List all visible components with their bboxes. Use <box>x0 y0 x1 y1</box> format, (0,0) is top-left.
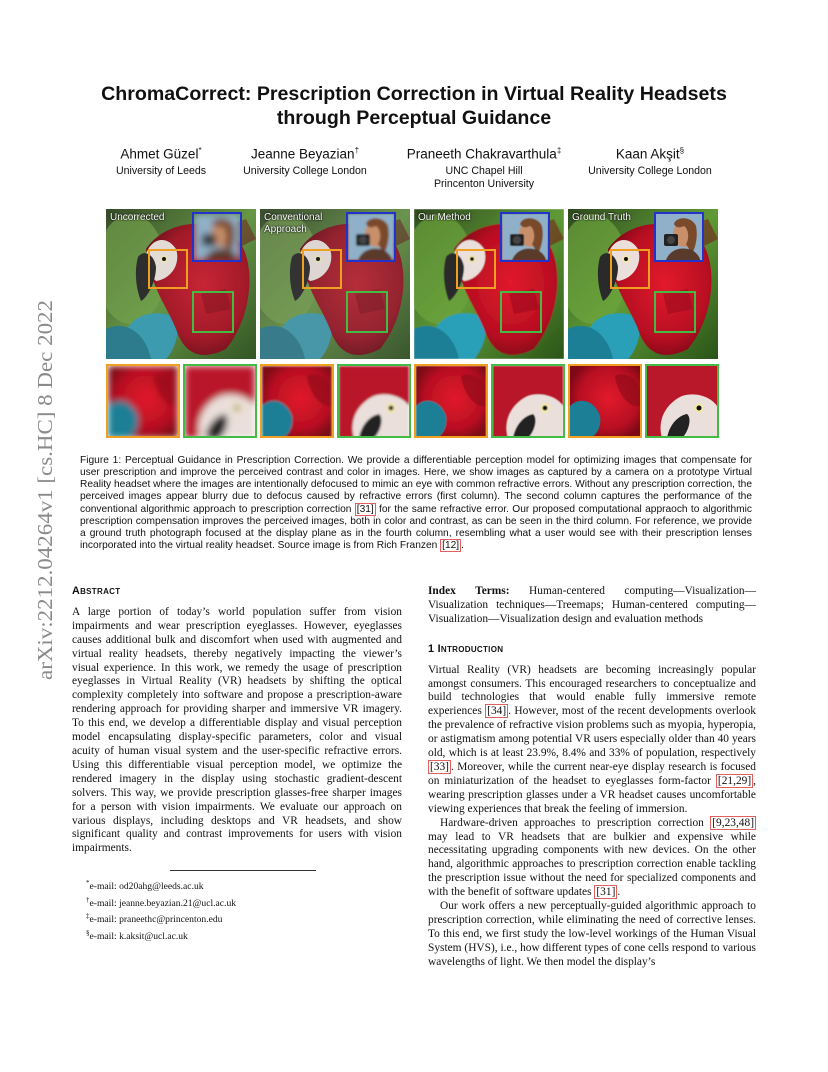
author-mark: † <box>354 146 360 155</box>
figure-panel-conventional <box>260 209 410 359</box>
arxiv-identifier-stamp <box>22 290 62 690</box>
footnote-mark: * <box>86 879 90 888</box>
author-block-3 <box>394 143 574 192</box>
orange-crop-box <box>610 249 650 289</box>
citation-link[interactable]: [21,29] <box>717 774 752 787</box>
paragraph-text: Virtual Reality (VR) headsets are becoming increasingly popular amongst consumers. This encouraged researchers to conceptualize and build technologies that would enable fully immersive remote experiences <box>428 663 756 718</box>
paragraph-text: . <box>617 886 621 899</box>
orange-crop-box <box>302 249 342 289</box>
citation-link[interactable]: [12] <box>442 540 460 552</box>
author-block-2 <box>230 143 380 178</box>
footnote <box>86 927 402 943</box>
footnote <box>86 894 402 910</box>
author-affiliation: UNC Chapel Hill <box>445 164 523 177</box>
caption-text: . <box>461 540 464 552</box>
footnote-email[interactable]: e-mail: od20ahg@leeds.ac.uk <box>89 881 204 893</box>
author-mark: ‡ <box>556 146 562 155</box>
footnote <box>86 910 402 926</box>
green-crop-box <box>192 291 234 333</box>
zoom-crop-gt-green <box>645 364 719 438</box>
zoom-crop-conventional-green <box>337 364 411 438</box>
footnote-divider <box>170 870 316 871</box>
zoom-crop-uncorrected-green <box>183 364 257 438</box>
author-affiliation: University College London <box>588 164 712 177</box>
index-terms-text: Human-centered computing—Visualization—Visualization techniques—Treemaps; Human-centered computing—Visualization—Visualization design and evaluation methods <box>428 585 756 625</box>
author-affiliation: University College London <box>243 164 367 177</box>
zoom-crop-uncorrected-orange <box>106 364 180 438</box>
figure-caption <box>80 455 752 552</box>
intro-paragraph-3: Our work offers a new perceptually-guided algorithmic approach to prescription correction, while eliminating the need of corrective lenses. To this end, we first study the low-level workings of the Human Visual System (HVS), i.e., how different types of cone cells respond to various wavelengths of light. We then model the display’s <box>428 900 756 968</box>
figure-panel-uncorrected <box>106 209 256 359</box>
introduction-heading: 1 Introduction <box>428 642 504 655</box>
paper-title: ChromaCorrect: Prescription Correction in Virtual Reality Headsets through Perceptual Guidance <box>101 83 727 129</box>
panel-label: Our Method <box>418 212 471 223</box>
portrait-inset <box>192 212 242 262</box>
author-block-1 <box>96 143 226 178</box>
zoom-crop-gt-orange <box>568 364 642 438</box>
author-name: Ahmet Güzel <box>120 146 199 162</box>
footnote <box>86 877 402 893</box>
orange-crop-box <box>456 249 496 289</box>
paragraph-text: . However, most of the recent developments overlook the prevalence of refractive vision problems such as myopia, hyperopia, or astigmatism among potential VR users especially older than 40 years old, which is at least 23.9%, 8.4% and 33% of population, respectively <box>428 705 756 760</box>
citation-link[interactable]: [31] <box>356 503 374 515</box>
intro-paragraph-1 <box>428 664 756 817</box>
author-mark: * <box>198 146 202 155</box>
citation-link[interactable]: [31] <box>596 886 616 899</box>
caption-label: Figure 1: <box>80 455 122 466</box>
paragraph-text: . Moreover, while the current near-eye display research is focused on miniaturization of the headset to eyeglasses form-factor <box>428 760 756 787</box>
footnote-mark: ‡ <box>86 912 90 921</box>
figure-panel-ground-truth <box>568 209 718 359</box>
footnote-mark: † <box>86 895 90 904</box>
caption-text: for the same refractive error. Our proposed computational appraoch to algorithmic prescription compensation improves the perceived images, both in color and contrast, as can be seen in the third column. For reference, we provide a ground truth photograph focused at the display plane as in the fourth column, resembling what a user would see with their prescription lenses incorporated into the virtual reality headset. Source image is from Rich Franzen <box>80 503 752 552</box>
citation-link[interactable]: [34] <box>487 705 507 718</box>
right-column <box>428 585 756 970</box>
figure-panel-our-method <box>414 209 564 359</box>
index-terms-label: Index Terms: <box>428 585 510 597</box>
author-name: Praneeth Chakravarthula <box>406 146 557 162</box>
abstract-text: A large portion of today’s world population suffer from vision impairments and wear prescription eyeglasses. However, eyeglasses causes additional bulk and discomfort when used with augmented and virtual reality headsets, thereby negatively impacting the viewer’s visual experience. In this work, we remedy the usage of prescription eyeglasses in Virtual Reality (VR) headsets by shifting the optical complexity completely into software and propose a prescription-aware rendering approach for providing sharper and immersive VR imagery. To this end, we develop a differentiable display and visual perception model encapsulating display-specific parameters, color and visual acuity of human visual system and the user-specific refractive errors. Using this differentiable visual perception model, we optimize the rendered imagery in the display using stochastic gradient-descent solvers. This way, we provide prescription glasses-free sharper images for a person with vision impairments. We evaluate our approach on various displays, including desktops and VR headsets, and show significant quality and contrast improvements for users with vision impairments. <box>72 605 402 855</box>
footnote-mark: § <box>86 928 90 937</box>
portrait-inset <box>654 212 704 262</box>
left-column <box>72 585 402 943</box>
author-affiliation: University of Leeds <box>115 164 207 177</box>
green-crop-box <box>654 291 696 333</box>
author-name: Kaan Akşit <box>615 146 680 162</box>
zoom-crop-ours-orange <box>414 364 488 438</box>
panel-label: Conventional Approach <box>264 212 323 235</box>
footnote-email[interactable]: e-mail: jeanne.beyazian.21@ucl.ac.uk <box>89 897 237 909</box>
index-terms <box>428 585 756 627</box>
orange-crop-box <box>148 249 188 289</box>
footnote-email[interactable]: e-mail: praneethc@princenton.edu <box>89 914 223 926</box>
citation-link[interactable]: [9,23,48] <box>712 816 754 829</box>
portrait-inset <box>346 212 396 262</box>
zoom-crop-ours-green <box>491 364 565 438</box>
panel-label: Ground Truth <box>572 212 631 223</box>
intro-paragraph-2 <box>428 817 756 900</box>
footnote-email[interactable]: e-mail: k.aksit@ucl.ac.uk <box>89 930 188 942</box>
caption-text: Perceptual Guidance in Prescription Correction. We provide a differentiable perception model for optimizing images that compensate for user prescription and improve the perceived contrast and color in images. Here, we show images as captured by a camera on a prototype Virtual Reality headset where the images are intentionally defocused to mimic an eye with common refractive errors. Without any prescription correction, the perceived images appear blurry due to defocus caused by refractive errors (first column). The second column captures the performance of the conventional algorithmic approach to prescription correction <box>80 455 753 515</box>
citation-link[interactable]: [33] <box>430 760 449 773</box>
paragraph-text: may lead to VR headsets that are bulkier and expensive while necessitating upgrading components with new devices. On the other hand, algorithmic approaches to prescription correction enable tackling the prescription issue without the need for specialized components and with the benefit of software updates <box>428 830 756 899</box>
author-name: Jeanne Beyazian <box>250 146 355 162</box>
panel-label: Uncorrected <box>110 212 165 223</box>
paragraph-text: , wearing prescription glasses under a VR headset causes uncomfortable viewing experiences that break the feeling of immersion. <box>428 774 756 815</box>
author-block-4 <box>580 143 720 178</box>
abstract-heading: Abstract <box>72 585 121 597</box>
paragraph-text: Hardware-driven approaches to prescription correction <box>440 816 711 829</box>
green-crop-box <box>346 291 388 333</box>
author-affiliation: Princenton University <box>433 178 535 190</box>
zoom-crop-conventional-orange <box>260 364 334 438</box>
portrait-inset <box>500 212 550 262</box>
green-crop-box <box>500 291 542 333</box>
arxiv-id-text: arXiv:2212.04264v1 [cs.HC] 8 Dec 2022 <box>33 332 57 680</box>
author-mark: § <box>679 146 685 155</box>
